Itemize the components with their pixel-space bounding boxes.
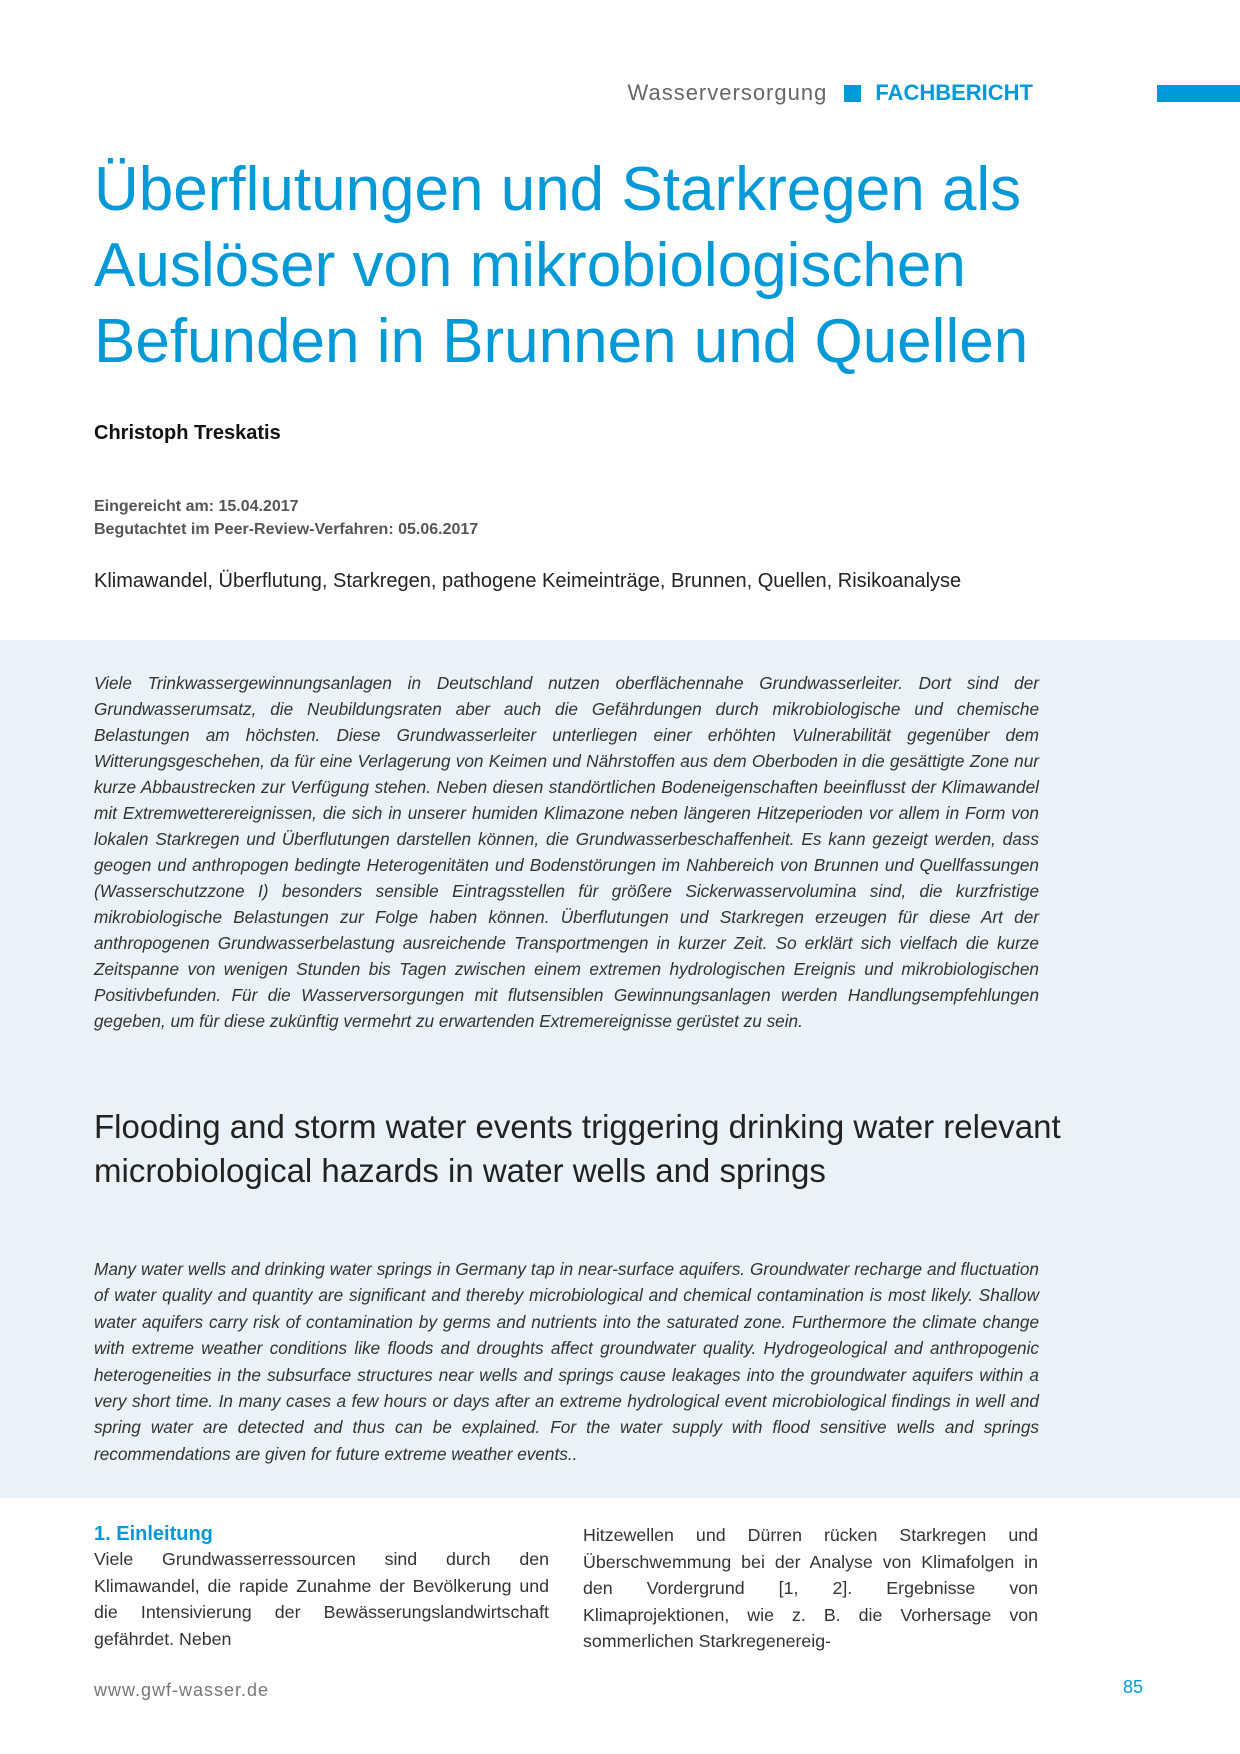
submitted-date: Eingereicht am: 15.04.2017 — [94, 498, 299, 515]
section-label: Wasserversorgung — [627, 80, 828, 105]
section-heading: 1. Einleitung — [94, 1523, 213, 1545]
body-column-left — [94, 1520, 549, 1652]
body-column-right — [583, 1522, 1038, 1655]
edge-marker-bar — [1157, 85, 1240, 102]
footer-url[interactable]: www.gwf-wasser.de — [94, 1680, 270, 1700]
title-line: Überflutungen und Starkregen als — [94, 155, 1022, 224]
reviewed-date: Begutachtet im Peer-Review-Verfahren: 05.06.2017 — [94, 521, 479, 538]
article-title — [94, 152, 1114, 380]
title-line: Auslöser von mikrobiologischen — [94, 231, 966, 300]
page-number: 85 — [1122, 1677, 1143, 1697]
article-type-label: FACHBERICHT — [875, 80, 1033, 105]
review-dates — [94, 495, 478, 541]
keywords: Klimawandel, Überflutung, Starkregen, pathogene Keimeinträge, Brunnen, Quellen, Risikoanalyse — [94, 570, 962, 592]
english-title — [94, 1105, 1094, 1193]
author-name: Christoph Treskatis — [94, 422, 281, 444]
abstract-german: Viele Trinkwassergewinnungsanlagen in Deutschland nutzen oberflächennahe Grundwasserleiter. Dort sind der Grundwasserumsatz, die Neubildungsraten aber auch die Gefährdungen durch mikrobiologische und chemische Belastungen am höchsten. Diese Grundwasserleiter unterliegen einer erhöhten Vulnerabilität gegenüber dem Witterungsgeschehen, da für eine Verlagerung von Keimen und Nährstoffen aus dem Oberboden in die gesättigte Zone nur kurze Abbaustrecken zur Verfügung stehen. Neben diesen standörtlichen Bodeneigenschaften beeinflusst der Klimawandel mit Extremwetterereignissen, die sich in unserer humiden Klimazone neben längeren Hitzeperioden vor allem in Form von lokalen Starkregen und Überflutungen darstellen können, die Grundwasserbeschaffenheit. Es kann gezeigt werden, dass geogen und anthropogen bedingte Heterogenitäten und Bodenstörungen im Nahbereich von Brunnen und Quellfassungen (Wasserschutzzone I) besonders sensible Eintragsstellen für größere Sickerwasservolumina sind, die kurzfristige mikrobiologische Belastungen zur Folge haben können. Überflutungen und Starkregen erzeugen für diese Art der anthropogenen Grundwasserbelastung ausreichende Transportmengen in kurzer Zeit. So erklärt sich vielfach die kurze Zeitspanne von wenigen Stunden bis Tagen zwischen einem extremen hydrologischen Ereignis und mikrobiologischen Positivbefunden. Für die Wasserversorgungen mit flutsensiblen Gewinnungsanlagen werden Handlungsempfehlungen gegeben, um für diese zukünftig vermehrt zu erwartenden Extremereignisse gerüstet zu sein. — [94, 673, 1039, 1031]
title-line: Befunden in Brunnen und Quellen — [94, 307, 1029, 376]
body-paragraph: Viele Grundwasserressourcen sind durch den Klimawandel, die rapide Zunahme der Bevölkerung und die Intensivierung der Bewässerungslandwirtschaft gefährdet. Neben — [94, 1549, 549, 1649]
english-title-line: Flooding and storm water events triggering drinking water relevant — [94, 1108, 1061, 1145]
english-title-line: microbiological hazards in water wells and springs — [94, 1152, 826, 1189]
running-header — [628, 78, 1033, 108]
body-paragraph: Hitzewellen und Dürren rücken Starkregen und Überschwemmung bei der Analyse von Klimafolgen in den Vordergrund [1, 2]. Ergebnisse von Klimaprojektionen, wie z. B. die Vorhersage von sommerlichen Starkregenereig- — [583, 1525, 1038, 1651]
square-bullet-icon — [844, 85, 861, 102]
abstract-english: Many water wells and drinking water springs in Germany tap in near-surface aquifers. Groundwater recharge and fluctuation of water quality and quantity are significant and thereby microbiological and chemical contamination is most likely. Shallow water aquifers carry risk of contamination by germs and nutrients into the saturated zone. Furthermore the climate change with extreme weather conditions like floods and droughts affect groundwater quality. Hydrogeological and anthropogenic heterogeneities in the subsurface structures near wells and springs cause leakages into the groundwater aquifers within a very short time. In many cases a few hours or days after an extreme hydrological event microbiological findings in well and spring water are detected and thus can be explained. For the water supply with flood sensitive wells and springs recommendations are given for future extreme weather events.. — [94, 1259, 1039, 1464]
